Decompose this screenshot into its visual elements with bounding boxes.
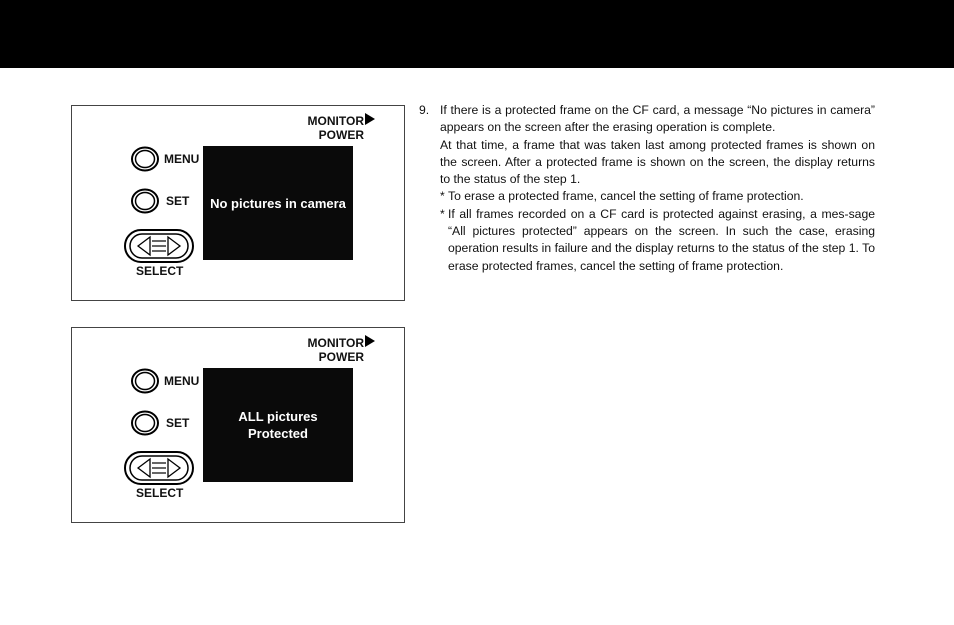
monitor-label-line2: POWER (318, 350, 364, 364)
note-item (419, 188, 875, 205)
screen-message-line1: ALL pictures (238, 409, 318, 424)
menu-button[interactable] (130, 368, 160, 394)
set-button-label: SET (166, 194, 190, 208)
select-dial[interactable] (124, 450, 194, 486)
monitor-label-line1: MONITOR (307, 336, 364, 350)
instruction-text (419, 102, 875, 275)
set-button[interactable] (130, 188, 160, 214)
set-button-label: SET (166, 416, 190, 430)
triangle-right-icon (364, 113, 376, 125)
menu-button-label: MENU (164, 152, 200, 166)
camera-panel-all-protected (71, 327, 405, 523)
select-dial[interactable] (124, 228, 194, 264)
monitor-label-line2: POWER (318, 128, 364, 142)
monitor-power-label (308, 336, 364, 364)
menu-button-label: MENU (164, 374, 200, 388)
step-item (419, 102, 875, 137)
camera-panel-no-pictures (71, 105, 405, 301)
select-dial-label: SELECT (136, 264, 184, 278)
note-text: If all frames recorded on a CF card is protected against erasing, a mes-sage “All pictures protected” appears on the screen. In such the case, erasing operation results in failure and the display returns to the status of the step 1. To erase protected frames, cancel the setting of frame protection. (448, 206, 875, 273)
select-dial-label: SELECT (136, 486, 184, 500)
note-asterisk: * (440, 189, 445, 204)
note-item (419, 206, 875, 275)
screen-message: No pictures in camera (210, 195, 346, 211)
monitor-label-line1: MONITOR (307, 114, 364, 128)
lcd-screen (203, 368, 353, 482)
menu-button[interactable] (130, 146, 160, 172)
set-button[interactable] (130, 410, 160, 436)
note-text: To erase a protected frame, cancel the setting of frame protection. (448, 189, 804, 204)
step-text: If there is a protected frame on the CF card, a message “No pictures in camera” appears on the screen after the erasing operation is complete. (440, 103, 875, 135)
triangle-right-icon (364, 335, 376, 347)
lcd-screen (203, 146, 353, 260)
step-text-continued: At that time, a frame that was taken last among protected frames is shown on the screen. After a protected frame is shown on the screen, the display returns to the status of the step 1. (440, 137, 875, 187)
screen-message-line2: Protected (248, 426, 308, 441)
step-number: 9. (419, 103, 430, 117)
header-bar (0, 0, 954, 68)
monitor-power-label (308, 114, 364, 142)
note-asterisk: * (440, 206, 445, 221)
